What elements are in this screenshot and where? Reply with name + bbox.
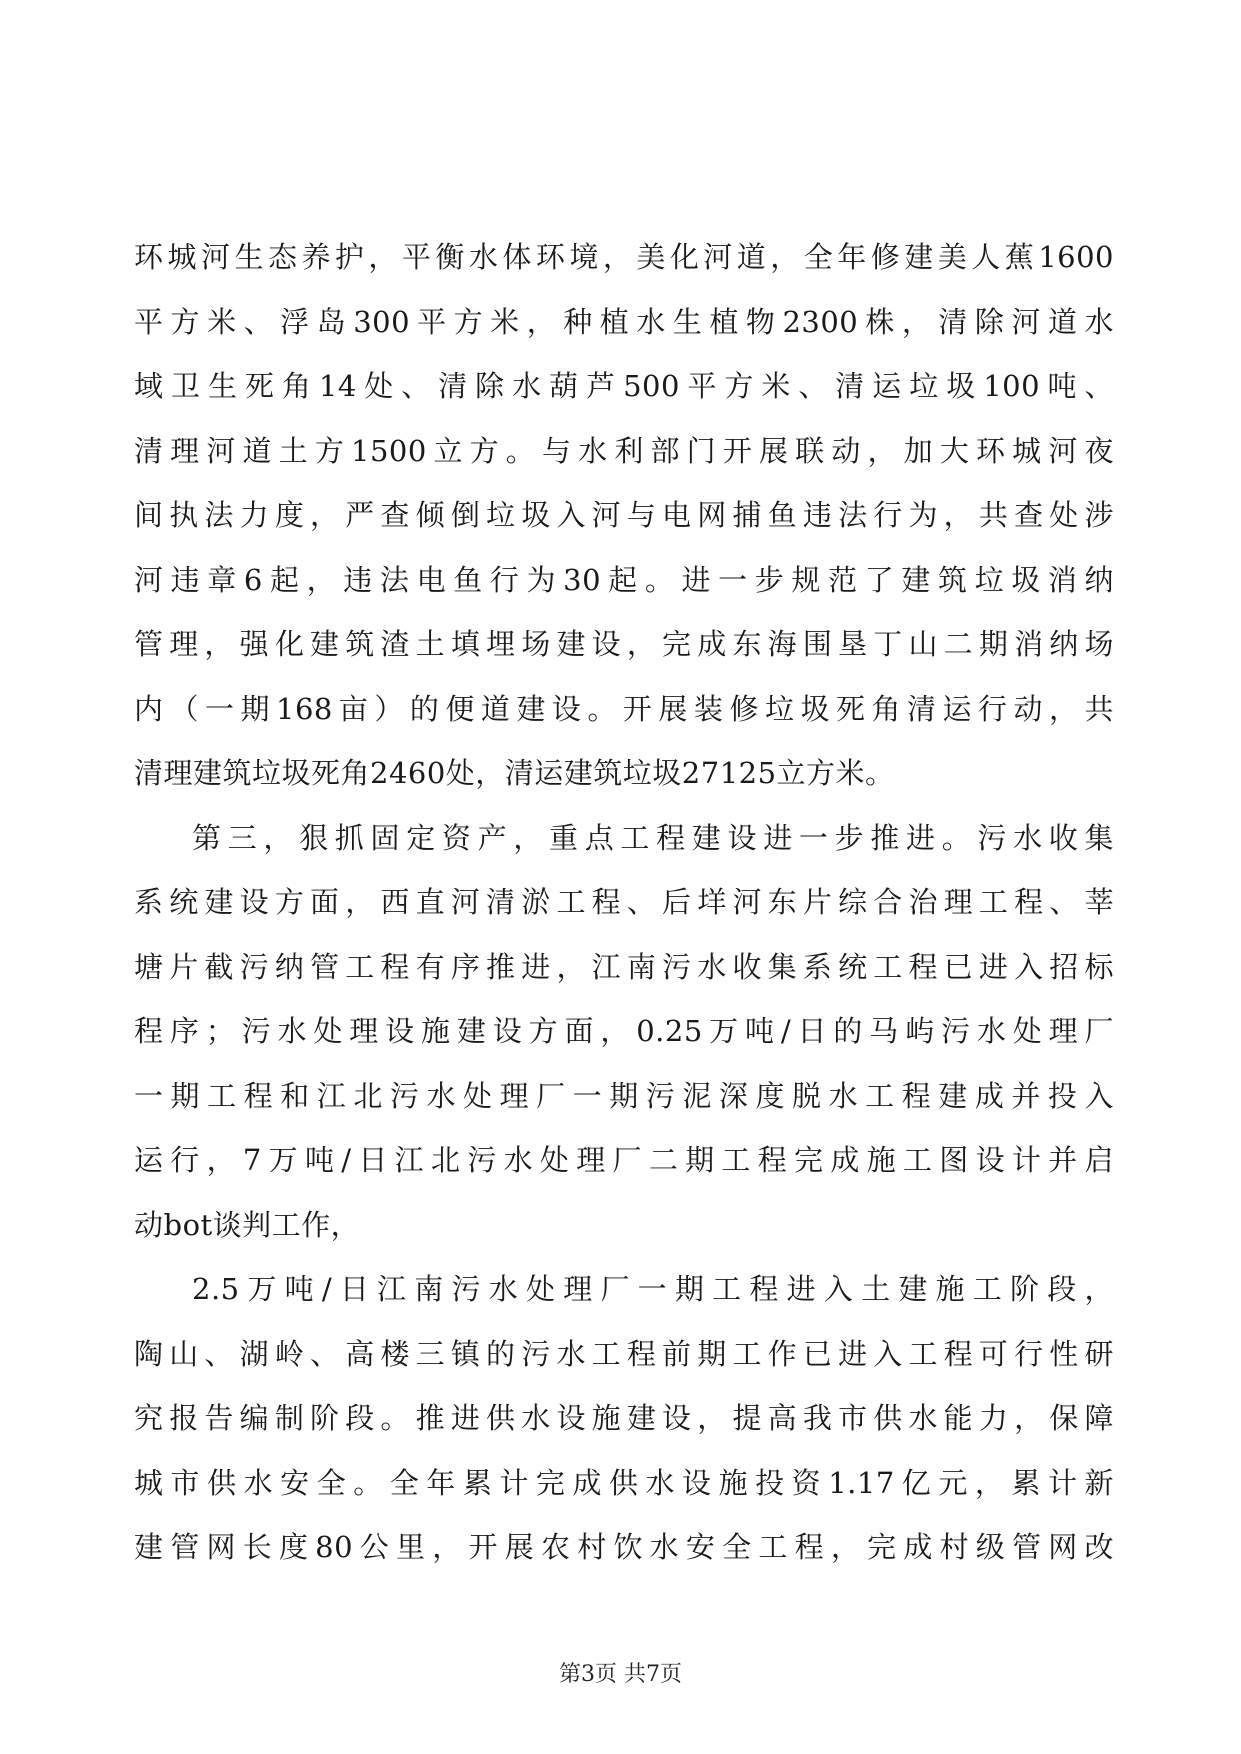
text-line-13: 程序；污水处理设施建设方面，0.25万吨/日的马屿污水处理厂 <box>134 1014 1114 1048</box>
text-line-15: 运行，7万吨/日江北污水处理厂二期工程完成施工图设计并启 <box>134 1143 1114 1177</box>
text-line-19: 究报告编制阶段。推进供水设施建设，提高我市供水能力，保障 <box>134 1401 1114 1435</box>
text-line-3: 域卫生死角14处、清除水葫芦500平方米、清运垃圾100吨、 <box>134 369 1114 403</box>
body-text <box>134 225 1114 1580</box>
text-line-17: 2.5万吨/日江南污水处理厂一期工程进入土建施工阶段， <box>192 1272 1114 1306</box>
text-line-14: 一期工程和江北污水处理厂一期污泥深度脱水工程建成并投入 <box>134 1078 1114 1113</box>
text-line-21: 建管网长度80公里，开展农村饮水安全工程，完成村级管网改 <box>134 1530 1114 1564</box>
text-line-6: 河违章6起，违法电鱼行为30起。进一步规范了建筑垃圾消纳 <box>134 562 1114 597</box>
text-line-9: 清理建筑垃圾死角2460处，清运建筑垃圾27125立方米。 <box>134 756 895 790</box>
text-line-11: 系统建设方面，西直河清淤工程、后垟河东片综合治理工程、莘 <box>134 885 1114 919</box>
text-line-12: 塘片截污纳管工程有序推进，江南污水收集系统工程已进入招标 <box>134 949 1114 984</box>
page-footer: 第3页 共7页 <box>559 1662 682 1687</box>
text-line-1: 环城河生态养护，平衡水体环境，美化河道，全年修建美人蕉1600 <box>134 240 1114 274</box>
text-line-10: 第三，狠抓固定资产，重点工程建设进一步推进。污水收集 <box>192 820 1114 855</box>
text-line-5: 间执法力度，严查倾倒垃圾入河与电网捕鱼违法行为，共查处涉 <box>134 498 1114 532</box>
text-line-8: 内（一期168亩）的便道建设。开展装修垃圾死角清运行动，共 <box>134 691 1114 726</box>
text-line-16: 动bot谈判工作， <box>134 1207 361 1242</box>
text-line-4: 清理河道土方1500立方。与水利部门开展联动，加大环城河夜 <box>134 433 1114 468</box>
text-line-20: 城市供水安全。全年累计完成供水设施投资1.17亿元，累计新 <box>134 1465 1114 1500</box>
text-line-2: 平方米、浮岛300平方米，种植水生植物2300株，清除河道水 <box>134 304 1114 339</box>
text-line-7: 管理，强化建筑渣土填埋场建设，完成东海围垦丁山二期消纳场 <box>134 627 1114 661</box>
text-line-18: 陶山、湖岭、高楼三镇的污水工程前期工作已进入工程可行性研 <box>134 1336 1114 1371</box>
